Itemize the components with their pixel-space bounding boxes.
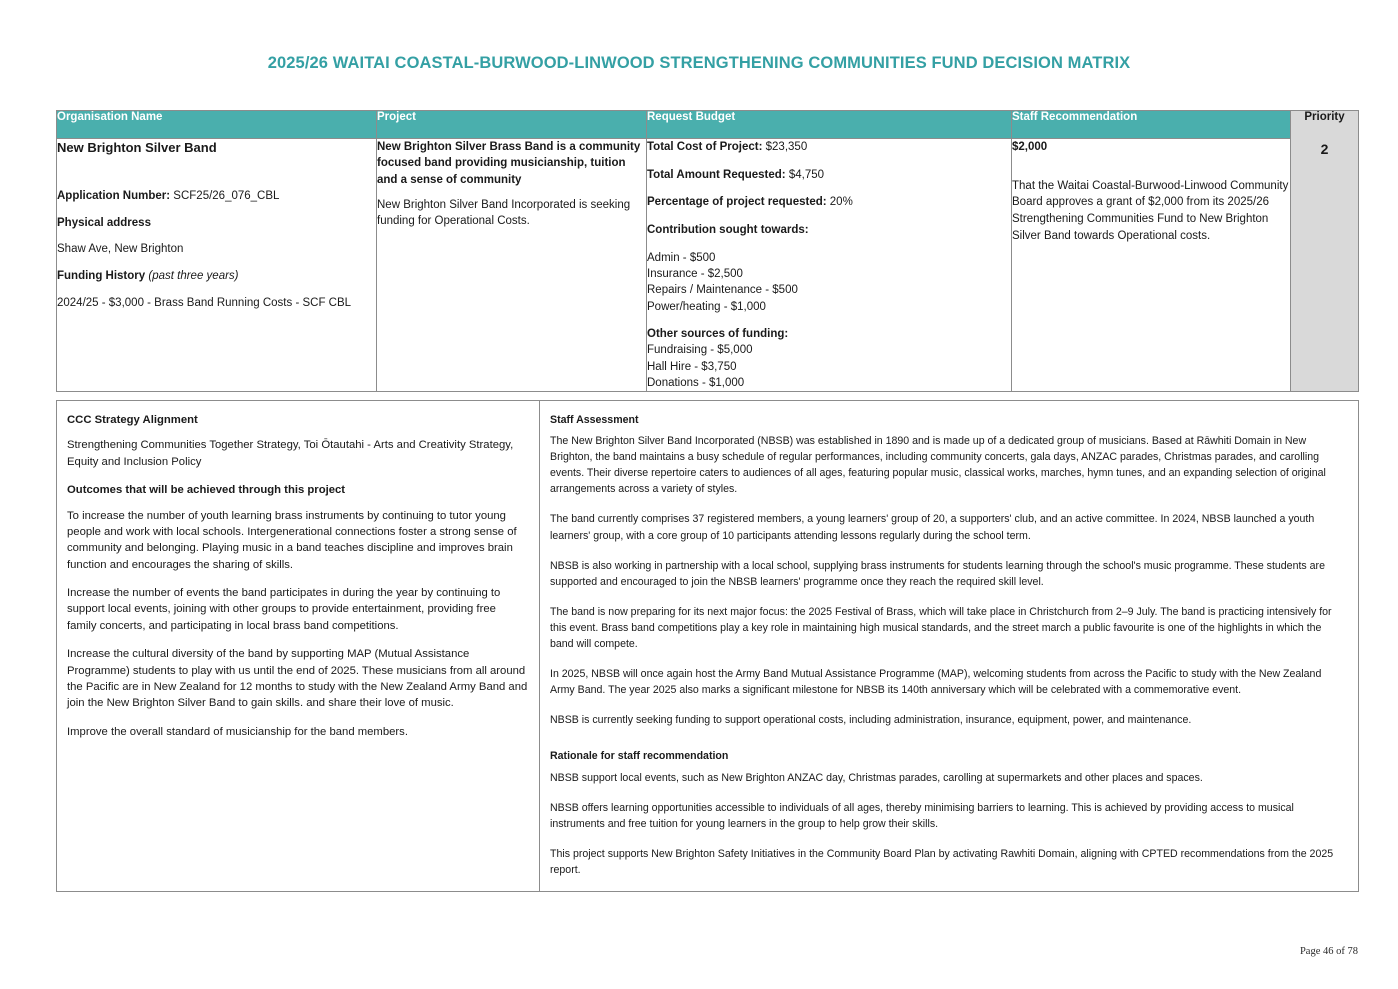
application-number-label: Application Number: [57, 189, 171, 202]
application-number [57, 188, 376, 205]
project-body: New Brighton Silver Band Incorporated is seeking funding for Operational Costs. [377, 198, 631, 228]
total-requested-value: $4,750 [788, 168, 825, 181]
rationale-heading: Rationale for staff recommendation [550, 750, 729, 763]
recommendation-text: That the Waitai Coastal-Burwood-Linwood Community Board approves a grant of $2,000 from its 2025/26 Strengthening Communities Fund to New Brighton Silver Band towards Operational costs. [1012, 179, 1289, 243]
application-number-value: SCF25/26_076_CBL [173, 189, 280, 202]
summary-table-header-row [57, 111, 1359, 139]
physical-address-value: Shaw Ave, New Brighton [57, 243, 184, 256]
cell-project [377, 139, 647, 392]
strategy-alignment-text: Strengthening Communities Together Strategy, Toi Ōtautahi - Arts and Creativity Strategy, Equity and Inclusion Policy [67, 439, 514, 468]
page-title: 2025/26 WAITAI COASTAL-BURWOOD-LINWOOD STRENGTHENING COMMUNITIES FUND DECISION MATRIX [267, 54, 1131, 72]
priority-value: 2 [1320, 140, 1329, 157]
rationale-paragraph: NBSB support local events, such as New Brighton ANZAC day, Christmas parades, carolling at supermarkets and other places and spaces. [550, 771, 1203, 784]
summary-table-data-row [57, 139, 1359, 392]
funding-history-label: Funding History [57, 269, 146, 282]
cell-staff-recommendation [1012, 139, 1291, 392]
rationale-paragraph: NBSB offers learning opportunities accessible to individuals of all ages, thereby minimising barriers to learning. This is achieved by providing access to musical instruments and free tuition for young learners in the group to help grow their skills. [550, 801, 1294, 830]
staff-assessment-paragraph: The New Brighton Silver Band Incorporated (NBSB) was established in 1890 and is made up of a dedicated group of musicians. Based at Rāwhiti Domain in New Brighton, the band maintains a busy schedule of regular performances, including community concerts, gala days, ANZAC parades, Christmas parades, and carolling events. Their diverse repertoire caters to audiences of all ages, featuring popular music, classical works, marches, hymn tunes, and an expanding selection of original arrangements across a variety of styles. [550, 435, 1326, 496]
strategy-alignment-heading: CCC Strategy Alignment [67, 414, 198, 426]
percentage-value: 20% [829, 196, 853, 209]
staff-assessment-heading: Staff Assessment [550, 414, 639, 426]
cell-strategy-alignment [57, 401, 540, 892]
funding-history-value: 2024/25 - $3,000 - Brass Band Running Costs - SCF CBL [57, 296, 352, 309]
staff-assessment-paragraph: The band is now preparing for its next major focus: the 2025 Festival of Brass, which will take place in Christchurch from 2–9 July. The band is practicing intensively for this event. Brass band competitions play a key role in maintaining high musical standards, and the street march a public favourite is one of the highlights in which the band will compete. [550, 605, 1332, 651]
summary-table [56, 110, 1359, 392]
outcomes-paragraph: To increase the number of youth learning brass instruments by continuing to tutor young people and work with local schools. Intergenerational connections foster a strong sense of community and belonging. Playing music in a band teaches discipline and improves brain function and encourages the sharing of skills. [67, 509, 517, 571]
budget-spacer [647, 315, 1011, 326]
contribution-item: Admin - $500 [647, 251, 716, 264]
column-header-priority: Priority [1291, 111, 1359, 139]
contribution-item: Power/heating - $1,000 [647, 300, 766, 313]
other-sources-item: Fundraising - $5,000 [647, 344, 753, 357]
cell-priority [1291, 139, 1359, 392]
funding-history-note: (past three years) [148, 269, 239, 282]
contribution-item: Repairs / Maintenance - $500 [647, 284, 798, 297]
other-sources-block [647, 326, 1011, 391]
percentage-label: Percentage of project requested: [647, 196, 827, 209]
staff-assessment-paragraph: NBSB is currently seeking funding to support operational costs, including administration, insurance, equipment, power, and maintenance. [550, 714, 1192, 727]
contribution-sought-label-row [647, 222, 1011, 239]
outcomes-heading: Outcomes that will be achieved through this project [67, 484, 346, 497]
staff-assessment-paragraph: NBSB is also working in partnership with a local school, supplying brass instruments for students learning through the school's music programme. These students are supported and encouraged to join the NBSB learners' programme once they reach the required skill level. [550, 559, 1325, 588]
rationale-paragraph: This project supports New Brighton Safety Initiatives in the Community Board Plan by activating Rawhiti Domain, aligning with CPTED recommendations from the 2025 report. [550, 847, 1334, 876]
cell-request-budget [647, 139, 1012, 392]
total-cost-label: Total Cost of Project: [647, 141, 763, 153]
physical-address-label-row [57, 215, 376, 232]
detail-table [56, 400, 1359, 892]
other-sources-label: Other sources of funding: [647, 328, 789, 340]
page-footer: Page 46 of 78 [1299, 946, 1358, 957]
detail-table-row [57, 401, 1359, 892]
total-cost-of-project [647, 139, 1011, 156]
funding-history-label-row [57, 268, 376, 285]
staff-assessment-paragraph: The band currently comprises 37 registered members, a young learners' group of 20, a supporters' club, and an active committee. In 2024, NBSB launched a youth learners' group, with a core group of 10 participants attending lessons regularly during the school term. [550, 513, 1315, 542]
total-amount-requested [647, 167, 1011, 184]
outcomes-paragraph: Improve the overall standard of musicianship for the band members. [67, 725, 408, 738]
column-header-organisation-name: Organisation Name [57, 111, 377, 139]
outcomes-paragraph: Increase the number of events the band participates in during the year by continuing to support local events, joining with other groups to provide entertainment, providing free family concerts, and participating in local brass band competitions. [67, 587, 501, 632]
contribution-sought-label: Contribution sought towards: [647, 224, 809, 237]
column-header-request-budget: Request Budget [647, 111, 1012, 139]
contribution-item: Insurance - $2,500 [647, 268, 743, 281]
recommended-amount: $2,000 [1012, 141, 1048, 153]
column-header-project: Project [377, 111, 647, 139]
column-header-staff-recommendation: Staff Recommendation [1012, 111, 1291, 139]
total-cost-value: $23,350 [765, 141, 808, 153]
physical-address-label: Physical address [57, 216, 151, 229]
other-sources-item: Donations - $1,000 [647, 376, 745, 389]
organisation-name: New Brighton Silver Band [57, 140, 217, 155]
staff-assessment-paragraph: In 2025, NBSB will once again host the Army Band Mutual Assistance Programme (MAP), welcoming students from across the Pacific to study with the New Zealand Army Band. The year 2025 also marks a significant milestone for NBSB its 140th anniversary which will be celebrated with a commemorative event. [550, 668, 1322, 697]
cell-staff-assessment [540, 401, 1359, 892]
percentage-of-project-requested [647, 194, 1011, 211]
cell-organisation-name [57, 139, 377, 392]
contribution-items [647, 250, 1011, 315]
other-sources-item: Hall Hire - $3,750 [647, 360, 737, 373]
total-requested-label: Total Amount Requested: [647, 168, 786, 181]
outcomes-paragraph: Increase the cultural diversity of the band by supporting MAP (Mutual Assistance Programme) students to play with us until the end of 2025. These musicians from all around the Pacific are in New Zealand for 12 months to study with the New Zealand Army Band and join the New Brighton Silver Band to gain skills. and share their love of music. [67, 648, 528, 710]
project-title: New Brighton Silver Brass Band is a community focused band providing musicianship, tuition and a sense of community [377, 141, 641, 186]
